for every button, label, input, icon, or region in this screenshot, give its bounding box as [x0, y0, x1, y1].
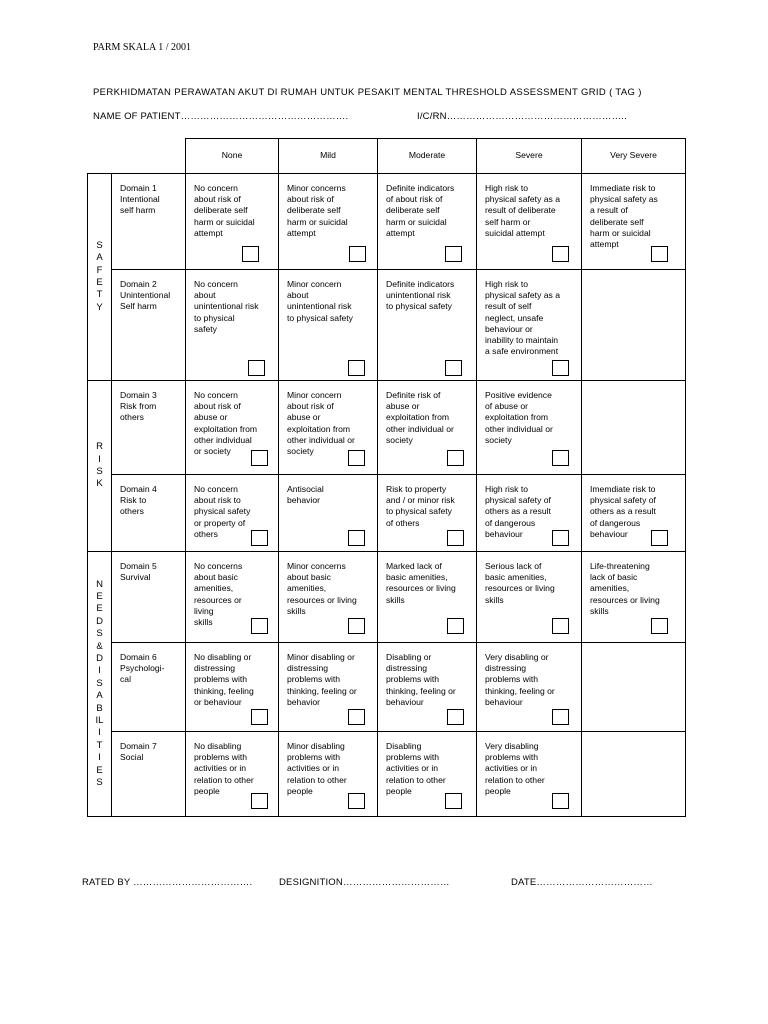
- rating-cell: [477, 174, 582, 270]
- rating-cell: [582, 552, 686, 643]
- rating-description: No concern about risk of deliberate self harm or suicidal attempt: [194, 183, 255, 238]
- rating-cell: [378, 381, 477, 475]
- rating-cell: [186, 270, 279, 381]
- rating-cell: [378, 475, 477, 552]
- rating-description: No concern about risk of abuse or exploitation from other individual or society: [194, 390, 258, 457]
- rating-description: High risk to physical safety as a result of deliberate self harm or suicidal attempt: [485, 183, 560, 238]
- rating-cell: [378, 270, 477, 381]
- rating-description: Positive evidence of abuse or exploitation from other individual or society: [485, 390, 553, 445]
- rating-description: Serious lack of basic amenities, resources or living skills: [485, 561, 555, 605]
- form-code: PARM SKALA 1 / 2001: [93, 42, 191, 53]
- rated-by-field[interactable]: RATED BY ……………………………….: [82, 877, 253, 888]
- domain-row: [88, 270, 686, 381]
- column-header-moderate: Moderate: [378, 139, 477, 174]
- rating-checkbox[interactable]: [251, 793, 268, 809]
- rating-cell: [279, 381, 378, 475]
- rating-description: No disabling problems with activities or in relation to other people: [194, 741, 254, 796]
- rating-description: Life-threatening lack of basic amenities, resources or living skills: [590, 561, 660, 616]
- rating-checkbox[interactable]: [348, 709, 365, 725]
- domain-row: [88, 643, 686, 732]
- rating-description: Minor concerns about risk of deliberate self harm or suicidal attempt: [287, 183, 348, 238]
- rating-description: Minor concern about unintentional risk to physical safety: [287, 279, 353, 323]
- rating-checkbox[interactable]: [349, 246, 366, 262]
- domain-label: Domain 2 Unintentional Self harm: [112, 270, 186, 381]
- domain-label: Domain 3 Risk from others: [112, 381, 186, 475]
- rating-cell: [279, 174, 378, 270]
- rating-checkbox[interactable]: [552, 360, 569, 376]
- rating-checkbox[interactable]: [348, 360, 365, 376]
- rating-cell: [378, 643, 477, 732]
- rating-checkbox[interactable]: [251, 709, 268, 725]
- signature-footer: [82, 877, 702, 891]
- section-label-text: NEEDS&DISABILITIES: [95, 578, 104, 789]
- rating-checkbox[interactable]: [445, 360, 462, 376]
- rating-cell: [186, 643, 279, 732]
- domain-row: [88, 475, 686, 552]
- rating-checkbox[interactable]: [552, 618, 569, 634]
- corner-blank: [112, 139, 186, 174]
- rating-description: Definite risk of abuse or exploitation from other individual or society: [386, 390, 454, 445]
- rating-checkbox[interactable]: [651, 530, 668, 546]
- column-header-severe: Severe: [477, 139, 582, 174]
- section-label-needs-disabilities: [88, 552, 112, 817]
- rating-checkbox[interactable]: [447, 450, 464, 466]
- rating-checkbox[interactable]: [445, 246, 462, 262]
- rating-cell: [279, 552, 378, 643]
- rating-description: Marked lack of basic amenities, resources or living skills: [386, 561, 456, 605]
- rating-checkbox[interactable]: [348, 450, 365, 466]
- rating-cell: [279, 732, 378, 817]
- rating-description: No disabling or distressing problems with thinking, feeling or behaviour: [194, 652, 254, 707]
- rating-description: Minor concern about risk of abuse or exploitation from other individual or society: [287, 390, 355, 457]
- section-label-text: RISK: [96, 441, 103, 490]
- date-field[interactable]: DATE………………………………: [511, 877, 653, 888]
- rating-description: Antisocial behavior: [287, 484, 324, 506]
- domain-label: Domain 6 Psychologi- cal: [112, 643, 186, 732]
- rating-description: Disabling or distressing problems with thinking, feeling or behaviour: [386, 652, 456, 707]
- rating-checkbox[interactable]: [552, 530, 569, 546]
- rating-description: Minor concerns about basic amenities, resources or living skills: [287, 561, 357, 616]
- rating-checkbox[interactable]: [348, 530, 365, 546]
- rating-checkbox[interactable]: [447, 530, 464, 546]
- designation-field[interactable]: DESIGNITION……………………………: [279, 877, 450, 888]
- column-header-none: None: [186, 139, 279, 174]
- rating-cell: [582, 475, 686, 552]
- domain-row: [88, 732, 686, 817]
- rating-cell: [477, 381, 582, 475]
- rating-cell: [279, 643, 378, 732]
- rating-cell: [477, 270, 582, 381]
- rating-cell: [279, 270, 378, 381]
- rating-description: No concern about risk to physical safety or property of others: [194, 484, 251, 539]
- rating-description: Very disabling problems with activities or in relation to other people: [485, 741, 545, 796]
- domain-label: Domain 5 Survival: [112, 552, 186, 643]
- rating-checkbox[interactable]: [447, 618, 464, 634]
- rating-checkbox[interactable]: [348, 793, 365, 809]
- rating-checkbox[interactable]: [552, 709, 569, 725]
- rating-description: Minor disabling problems with activities or in relation to other people: [287, 741, 347, 796]
- rating-description: High risk to physical safety as a result of self neglect, unsafe behaviour or inability to maintain a safe environment: [485, 279, 560, 357]
- column-header-row: [88, 139, 686, 174]
- rating-description: Definite indicators of about risk of deliberate self harm or suicidal attempt: [386, 183, 455, 238]
- rating-description: Very disabling or distressing problems with thinking, feeling or behaviour: [485, 652, 555, 707]
- rating-description: High risk to physical safety of others as a result of dangerous behaviour: [485, 484, 551, 539]
- section-label-safety: [88, 174, 112, 381]
- rating-cell: [279, 475, 378, 552]
- rating-description: No concerns about basic amenities, resources or living skills: [194, 561, 243, 628]
- rating-cell: [582, 174, 686, 270]
- patient-name-field[interactable]: NAME OF PATIENT…………………………………………….: [93, 111, 349, 122]
- section-label-text: SAFETY: [96, 239, 103, 313]
- rating-description: Minor disabling or distressing problems with thinking, feeling or behavior: [287, 652, 357, 707]
- section-label-risk: [88, 381, 112, 552]
- corner-blank: [88, 139, 112, 174]
- rating-cell: [186, 475, 279, 552]
- rating-description: Risk to property and / or minor risk to physical safety of others: [386, 484, 455, 528]
- rating-checkbox[interactable]: [552, 246, 569, 262]
- column-header-mild: Mild: [279, 139, 378, 174]
- rating-cell-empty: [582, 270, 686, 381]
- rating-cell: [477, 552, 582, 643]
- domain-label: Domain 1 Intentional self harm: [112, 174, 186, 270]
- domain-row: [88, 552, 686, 643]
- patient-field-row: [93, 111, 693, 125]
- domain-label: Domain 4 Risk to others: [112, 475, 186, 552]
- rating-description: Disabling problems with activities or in relation to other people: [386, 741, 446, 796]
- rating-cell: [186, 732, 279, 817]
- rating-checkbox[interactable]: [651, 618, 668, 634]
- rating-cell: [477, 475, 582, 552]
- rating-checkbox[interactable]: [445, 793, 462, 809]
- rating-checkbox[interactable]: [447, 709, 464, 725]
- rating-checkbox[interactable]: [248, 360, 265, 376]
- domain-label: Domain 7 Social: [112, 732, 186, 817]
- rating-checkbox[interactable]: [242, 246, 259, 262]
- rating-cell-empty: [582, 732, 686, 817]
- rating-cell: [477, 643, 582, 732]
- rating-checkbox[interactable]: [348, 618, 365, 634]
- rating-description: Imemdiate risk to physical safety of others as a result of dangerous behaviour: [590, 484, 656, 539]
- rating-checkbox[interactable]: [552, 793, 569, 809]
- rating-description: No concern about unintentional risk to physical safety: [194, 279, 259, 334]
- rating-cell: [186, 174, 279, 270]
- rating-cell: [378, 174, 477, 270]
- rating-description: Immediate risk to physical safety as a result of deliberate self harm or suicidal attempt: [590, 183, 658, 250]
- assessment-grid: [87, 138, 686, 817]
- rating-checkbox[interactable]: [251, 618, 268, 634]
- rating-cell-empty: [582, 381, 686, 475]
- rating-cell: [378, 732, 477, 817]
- rating-cell: [186, 381, 279, 475]
- form-title: PERKHIDMATAN PERAWATAN AKUT DI RUMAH UNTUK PESAKIT MENTAL THRESHOLD ASSESSMENT GRID ( TAG ): [93, 87, 642, 98]
- column-header-very-severe: Very Severe: [582, 139, 686, 174]
- rating-checkbox[interactable]: [552, 450, 569, 466]
- rating-cell: [477, 732, 582, 817]
- rating-cell: [378, 552, 477, 643]
- rating-checkbox[interactable]: [651, 246, 668, 262]
- rating-cell-empty: [582, 643, 686, 732]
- icrn-field[interactable]: I/C/RN………………………………………………..: [417, 111, 627, 122]
- rating-checkbox[interactable]: [251, 450, 268, 466]
- rating-checkbox[interactable]: [251, 530, 268, 546]
- domain-row: [88, 381, 686, 475]
- rating-description: Definite indicators unintentional risk to physical safety: [386, 279, 455, 312]
- rating-cell: [186, 552, 279, 643]
- domain-row: [88, 174, 686, 270]
